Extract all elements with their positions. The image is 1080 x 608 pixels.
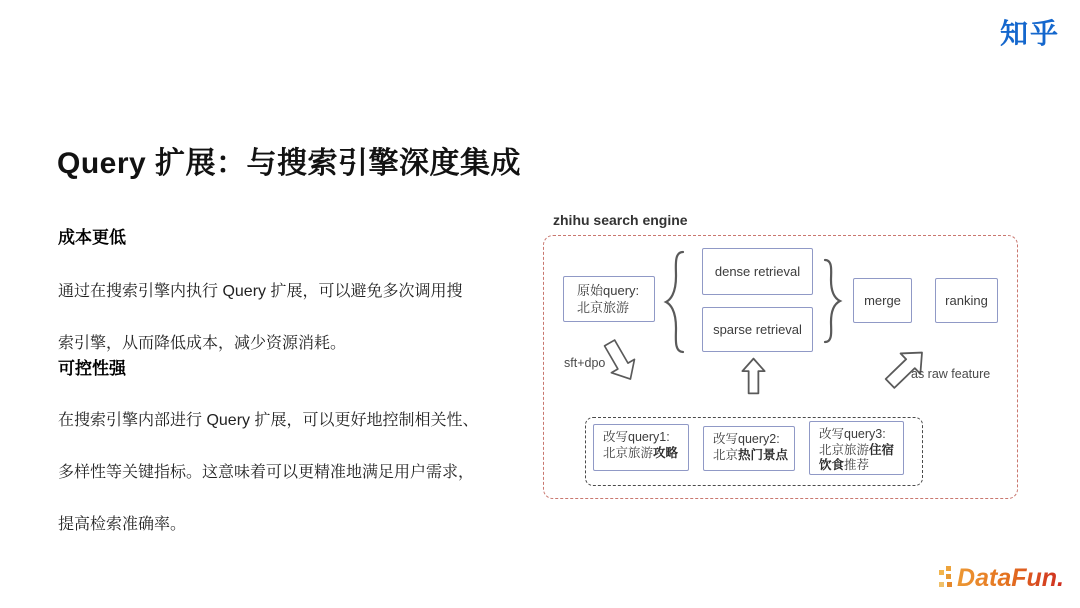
zhihu-logo: 知乎 — [999, 18, 1060, 49]
datafun-logo — [939, 564, 1064, 598]
section-text-line: 在搜索引擎内部进行 Query 扩展，可以更好地控制相关性、 — [58, 412, 479, 429]
page-title: Query 扩展：与搜索引擎深度集成 — [57, 147, 522, 180]
diagram-title: zhihu search engine — [553, 212, 688, 228]
merge-label: merge — [864, 293, 901, 308]
section-heading-cost: 成本更低 — [58, 228, 126, 247]
datafun-logo-text: DataFun. — [957, 564, 1064, 592]
dense-retrieval-node — [702, 248, 813, 295]
ranking-node — [935, 278, 998, 323]
raw-feature-label: as raw feature — [911, 367, 991, 381]
original-query-node — [563, 276, 655, 322]
original-query-text: 原始query: 北京旅游 — [577, 283, 640, 315]
rewritten-query1-node: 改写query1: 北京旅游攻略 — [593, 424, 689, 471]
section-text-line: 通过在搜索引擎内执行 Query 扩展，可以避免多次调用搜 — [58, 283, 463, 300]
sparse-retrieval-label: sparse retrieval — [713, 322, 802, 337]
rewritten-to-sparse-arrow-icon — [741, 356, 766, 396]
section-text-line: 提高检索准确率。 — [58, 516, 187, 533]
section-text-line: 多样性等关键指标。这意味着可以更精准地满足用户需求， — [58, 464, 475, 481]
section-text-line: 索引擎，从而降低成本，减少资源消耗。 — [58, 335, 347, 352]
left-brace-icon — [662, 248, 688, 356]
dense-retrieval-label: dense retrieval — [714, 264, 801, 279]
sparse-retrieval-node — [702, 307, 813, 352]
search-engine-diagram — [543, 210, 1020, 502]
section-heading-control: 可控性强 — [58, 359, 126, 378]
datafun-pixels-icon — [939, 570, 944, 575]
merge-node — [853, 278, 912, 323]
rewritten-query2-node: 改写query2: 北京热门景点 — [703, 426, 795, 471]
sft-dpo-label: sft+dpo — [564, 356, 606, 370]
rewritten-query3-node: 改写query3: 北京旅游住宿饮食推荐 — [809, 421, 904, 475]
right-brace-icon — [821, 257, 843, 345]
ranking-label: ranking — [945, 293, 988, 308]
